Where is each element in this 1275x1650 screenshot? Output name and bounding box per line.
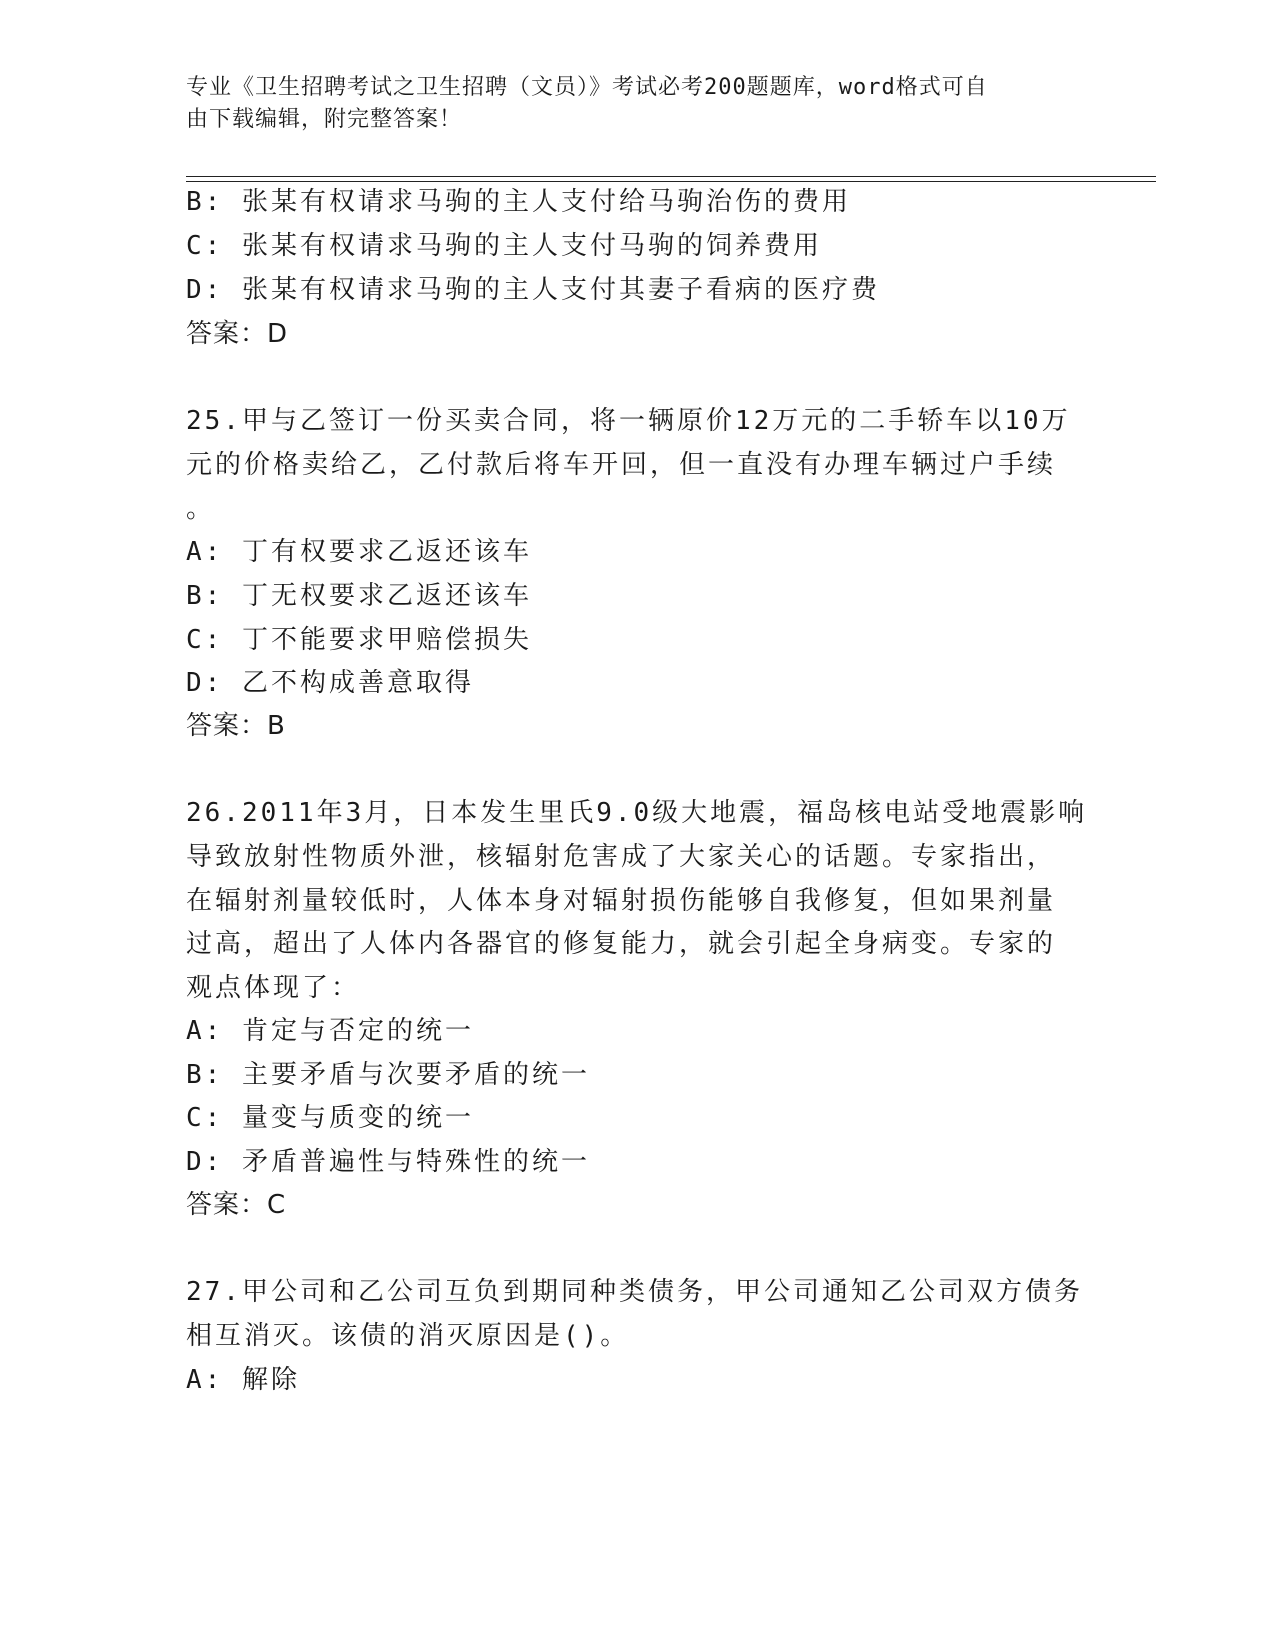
q26-answer: 答案：C <box>186 1190 287 1220</box>
q25-option-d: D: 乙不构成善意取得 <box>186 668 474 698</box>
header-line-1: 专业《卫生招聘考试之卫生招聘（文员）》考试必考200题题库，word格式可自 <box>186 75 988 100</box>
document-header <box>186 72 1086 136</box>
q27-option-a: A: 解除 <box>186 1365 300 1395</box>
q25-option-b: B: 丁无权要求乙返还该车 <box>186 581 532 611</box>
header-divider-top <box>186 176 1156 177</box>
q27-stem-line-2: 相互消灭。该债的消灭原因是()。 <box>186 1321 630 1351</box>
q24-option-c: C: 张某有权请求马驹的主人支付马驹的饲养费用 <box>186 231 822 261</box>
q26-stem-line-4: 过高，超出了人体内各器官的修复能力，就会引起全身病变。专家的 <box>186 929 1057 959</box>
q25-option-a: A: 丁有权要求乙返还该车 <box>186 537 532 567</box>
q26-stem-line-5: 观点体现了： <box>186 973 361 1003</box>
header-line-2: 由下载编辑，附完整答案！ <box>186 107 463 132</box>
q25-answer: 答案：B <box>186 711 286 741</box>
q25-stem-line-2: 元的价格卖给乙，乙付款后将车开回，但一直没有办理车辆过户手续 <box>186 450 1057 480</box>
q25-stem-line-1: 25.甲与乙签订一份买卖合同，将一辆原价12万元的二手轿车以10万 <box>186 406 1071 436</box>
q26-stem-line-3: 在辐射剂量较低时，人体本身对辐射损伤能够自我修复，但如果剂量 <box>186 886 1057 916</box>
q26-stem-line-2: 导致放射性物质外泄，核辐射危害成了大家关心的话题。专家指出， <box>186 842 1057 872</box>
q26-stem-line-1: 26.2011年3月，日本发生里氏9.0级大地震，福岛核电站受地震影响 <box>186 798 1088 828</box>
q24-answer: 答案：D <box>186 319 289 349</box>
q27-stem-line-1: 27.甲公司和乙公司互负到期同种类债务，甲公司通知乙公司双方债务 <box>186 1277 1083 1307</box>
q26-option-d: D: 矛盾普遍性与特殊性的统一 <box>186 1147 590 1177</box>
q24-option-d: D: 张某有权请求马驹的主人支付其妻子看病的医疗费 <box>186 275 880 305</box>
q25-stem-line-3: 。 <box>186 494 216 524</box>
q25-option-c: C: 丁不能要求甲赔偿损失 <box>186 625 532 655</box>
q26-option-a: A: 肯定与否定的统一 <box>186 1016 474 1046</box>
q24-option-b: B: 张某有权请求马驹的主人支付给马驹治伤的费用 <box>186 187 851 217</box>
q26-option-c: C: 量变与质变的统一 <box>186 1103 474 1133</box>
header-divider-bottom <box>186 181 1156 182</box>
q26-option-b: B: 主要矛盾与次要矛盾的统一 <box>186 1060 590 1090</box>
